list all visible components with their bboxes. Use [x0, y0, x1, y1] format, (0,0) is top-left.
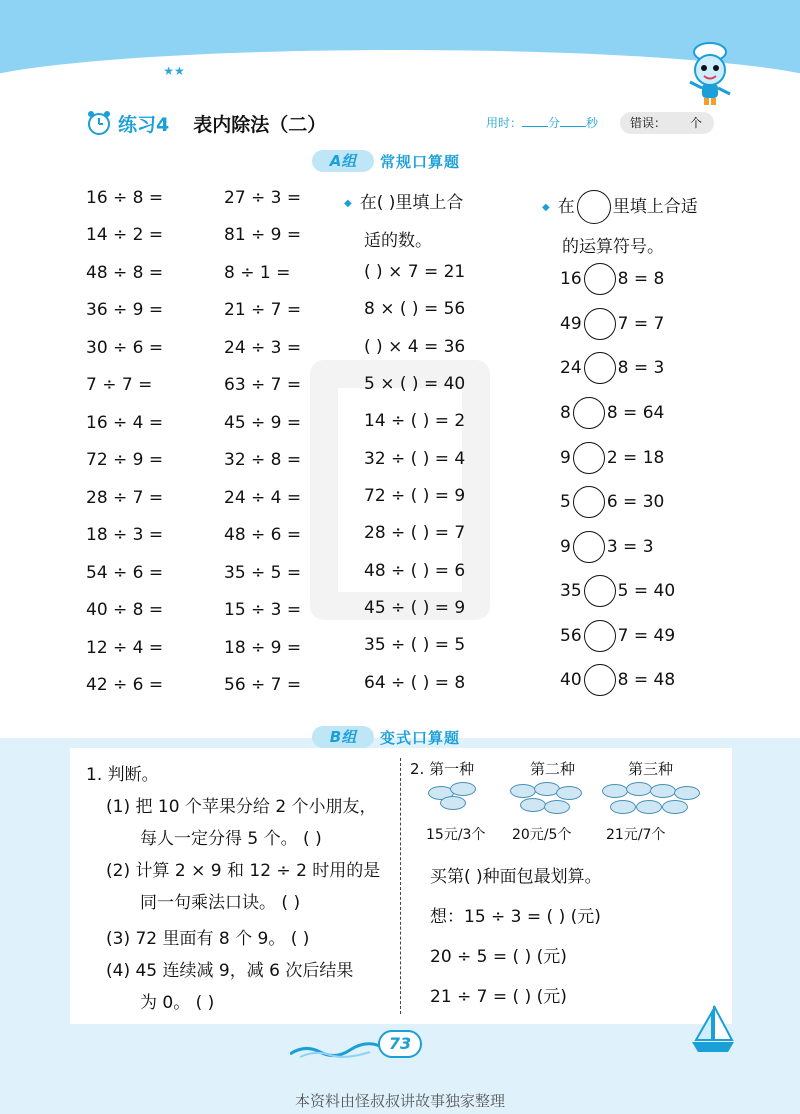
problem: 40 ÷ 8 = — [86, 600, 164, 620]
alarm-clock-icon — [86, 110, 112, 136]
q1-item: (4) 45 连续减 9，减 6 次后结果 — [106, 961, 354, 981]
answer-circle[interactable] — [584, 352, 616, 384]
q2-title: 2. 第一种 — [410, 760, 475, 778]
operator-problem: 35 5 = 40 — [560, 574, 675, 608]
exercise-title-row — [86, 108, 326, 138]
problem: 81 ÷ 9 = — [224, 225, 302, 245]
time-used — [486, 114, 598, 131]
problem: 27 ÷ 3 = — [224, 188, 302, 208]
operator-problem: 8 8 = 64 — [560, 396, 664, 430]
price-2: 20元/5个 — [512, 827, 572, 843]
problem: 28 ÷ 7 = — [86, 488, 164, 508]
diamond-bullet-icon: ◆ — [344, 198, 352, 209]
error-unit: 个 — [689, 116, 702, 130]
answer-circle[interactable] — [584, 664, 616, 696]
problem: 15 ÷ 3 = — [224, 600, 302, 620]
problem: 48 ÷ 8 = — [86, 263, 164, 283]
problem: 72 ÷ 9 = — [86, 450, 164, 470]
bread-icon — [520, 798, 546, 812]
group-b-badge: B组 — [312, 726, 374, 748]
group-b-header — [312, 724, 460, 750]
problem: 64 ÷ ( ) = 8 — [364, 673, 466, 693]
q2-question: 买第( )种面包最划算。 — [430, 867, 602, 887]
q1-title: 1. 判断。 — [86, 765, 159, 785]
problem: 5 × ( ) = 40 — [364, 374, 466, 394]
price-3: 21元/7个 — [606, 827, 666, 843]
answer-circle[interactable] — [584, 263, 616, 295]
problem: 14 ÷ 2 = — [86, 225, 164, 245]
divider — [400, 758, 401, 1014]
problem: 30 ÷ 6 = — [86, 338, 164, 358]
group-b-name: 变式口算题 — [380, 728, 461, 747]
q1-item: (3) 72 里面有 8 个 9。 ( ) — [106, 929, 310, 949]
q2-line: 21 ÷ 7 = ( ) (元) — [430, 987, 567, 1007]
diamond-bullet-icon: ◆ — [542, 202, 550, 213]
bread-icon — [602, 784, 628, 798]
bread-icon — [510, 784, 536, 798]
answer-circle[interactable] — [573, 442, 605, 474]
group-a-name: 常规口算题 — [380, 152, 461, 171]
answer-circle[interactable] — [573, 397, 605, 429]
q1-item: (1) 把 10 个苹果分给 2 个小朋友， — [106, 797, 377, 817]
col3-instruction-2: 适的数。 — [364, 231, 432, 251]
operator-problem: 24 8 = 3 — [560, 351, 664, 385]
answer-circle[interactable] — [584, 620, 616, 652]
q2-line: 20 ÷ 5 = ( ) (元) — [430, 947, 567, 967]
q2-kind-3: 第三种 — [628, 760, 674, 778]
problem: 35 ÷ 5 = — [224, 563, 302, 583]
bread-icon — [556, 786, 582, 800]
problem: 7 ÷ 7 = — [86, 375, 153, 395]
problem: 16 ÷ 4 = — [86, 413, 164, 433]
answer-circle[interactable] — [573, 531, 605, 563]
problem: 72 ÷ ( ) = 9 — [364, 486, 466, 506]
problem: 45 ÷ ( ) = 9 — [364, 598, 466, 618]
answer-circle[interactable] — [584, 308, 616, 340]
operator-problem: 9 3 = 3 — [560, 530, 654, 564]
footer-note: 本资料由怪叔叔讲故事独家整理 — [294, 1092, 505, 1110]
operator-problem: 16 8 = 8 — [560, 262, 664, 296]
problem: 32 ÷ ( ) = 4 — [364, 449, 466, 469]
q1-item: 同一句乘法口诀。 ( ) — [140, 893, 301, 913]
problem: ( ) × 7 = 21 — [364, 262, 466, 282]
col4-instruction-2: 的运算符号。 — [562, 237, 664, 257]
time-sec: 秒 — [586, 116, 599, 130]
price-1: 15元/3个 — [426, 827, 486, 843]
problem: 12 ÷ 4 = — [86, 638, 164, 658]
problem: 45 ÷ 9 = — [224, 413, 302, 433]
problem: 32 ÷ 8 = — [224, 450, 302, 470]
q1-item: 为 0。 ( ) — [140, 993, 215, 1013]
problem: 48 ÷ ( ) = 6 — [364, 561, 466, 581]
problem: 36 ÷ 9 = — [86, 300, 164, 320]
exercise-title: 表内除法（二） — [193, 113, 327, 136]
problem: ( ) × 4 = 36 — [364, 337, 466, 357]
problem: 8 ÷ 1 = — [224, 263, 291, 283]
group-a-header — [312, 148, 460, 174]
q1-item: 每人一定分得 5 个。 ( ) — [140, 829, 322, 849]
error-label: 错误： — [630, 116, 667, 130]
q1-item: (2) 计算 2 × 9 和 12 ÷ 2 时用的是 — [106, 861, 381, 881]
time-label: 用时： — [486, 116, 523, 130]
bread-icon — [650, 784, 676, 798]
operator-problem: 56 7 = 49 — [560, 619, 675, 653]
bread-icon — [610, 800, 636, 814]
group-a-badge: A组 — [312, 150, 374, 172]
time-min: 分 — [548, 116, 561, 130]
answer-circle — [577, 190, 611, 224]
bread-icon — [440, 796, 466, 810]
difficulty-stars: ★★ — [148, 60, 200, 82]
difficulty-label: 难易等级: — [78, 68, 136, 83]
mascot-icon — [680, 40, 740, 106]
answer-circle[interactable] — [573, 486, 605, 518]
bread-icon — [636, 800, 662, 814]
answer-circle[interactable] — [584, 575, 616, 607]
problem: 42 ÷ 6 = — [86, 675, 164, 695]
problem: 21 ÷ 7 = — [224, 300, 302, 320]
bread-icon — [626, 782, 652, 796]
problem: 18 ÷ 9 = — [224, 638, 302, 658]
unit-label: 第10单元 总复习 — [540, 68, 650, 83]
problem: 35 ÷ ( ) = 5 — [364, 635, 466, 655]
wave-icon — [290, 1040, 380, 1058]
problem: 18 ÷ 3 = — [86, 525, 164, 545]
q2-line: 想：15 ÷ 3 = ( ) (元) — [430, 907, 601, 927]
problem: 48 ÷ 6 = — [224, 525, 302, 545]
bread-icon — [662, 800, 688, 814]
col3-instruction: ◆ 在( )里填上合 — [344, 193, 464, 213]
operator-problem: 49 7 = 7 — [560, 307, 664, 341]
operator-problem: 9 2 = 18 — [560, 441, 664, 475]
problem: 14 ÷ ( ) = 2 — [364, 411, 466, 431]
problem: 24 ÷ 3 = — [224, 338, 302, 358]
bread-icon — [544, 800, 570, 814]
problem: 56 ÷ 7 = — [224, 675, 302, 695]
problem: 63 ÷ 7 = — [224, 375, 302, 395]
q2-kind-2: 第二种 — [530, 760, 576, 778]
col4-instruction: ◆ 在 里填上合适 — [542, 190, 698, 227]
problem: 24 ÷ 4 = — [224, 488, 302, 508]
problem: 28 ÷ ( ) = 7 — [364, 523, 466, 543]
problem: 8 × ( ) = 56 — [364, 299, 466, 319]
exercise-label: 练习4 — [118, 113, 170, 136]
problem: 16 ÷ 8 = — [86, 188, 164, 208]
problem: 54 ÷ 6 = — [86, 563, 164, 583]
bread-icon — [450, 782, 476, 796]
error-count — [620, 112, 714, 134]
operator-problem: 40 8 = 48 — [560, 663, 675, 697]
page-number: 73 — [378, 1030, 422, 1058]
sailboat-icon — [688, 1004, 738, 1056]
bread-icon — [674, 786, 700, 800]
operator-problem: 5 6 = 30 — [560, 485, 664, 519]
